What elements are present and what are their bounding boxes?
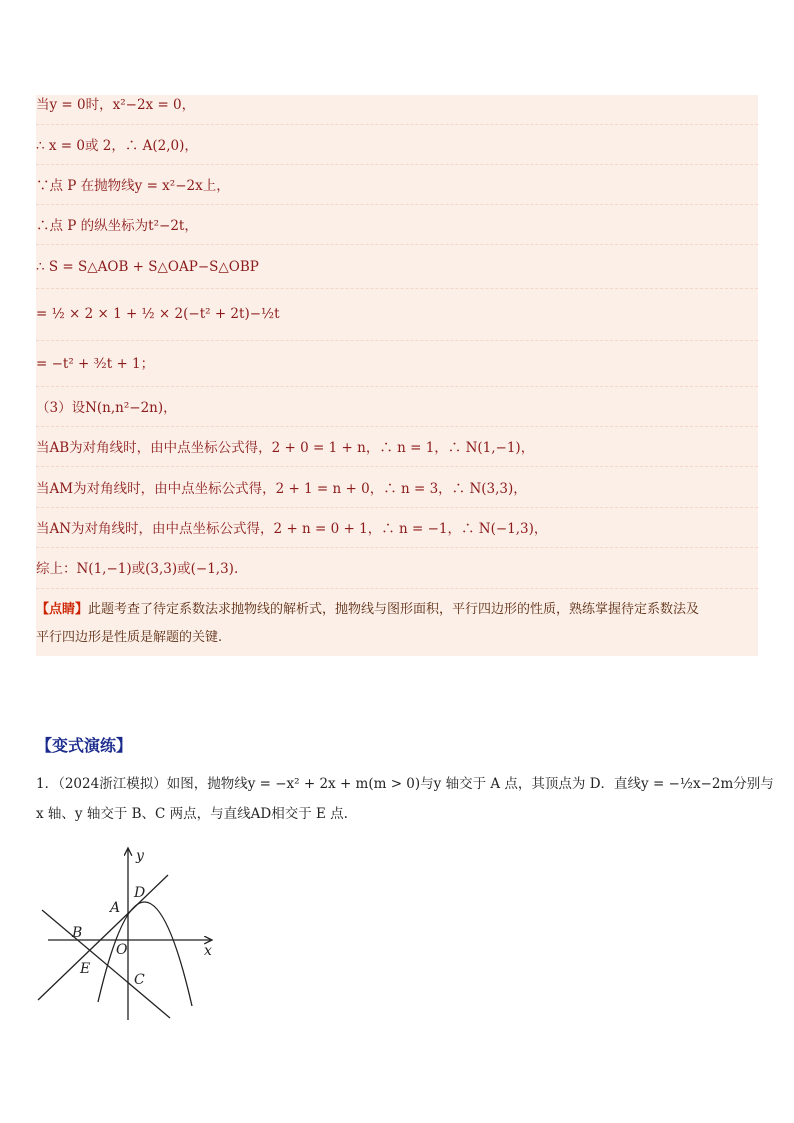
divider — [36, 507, 758, 508]
solution-line-2: ∴ x = 0或 2，∴ A(2,0)， — [36, 138, 198, 154]
parabola-figure — [30, 840, 230, 1025]
comment-tag: 【点睛】 — [36, 602, 89, 617]
divider — [36, 588, 758, 589]
solution-line-4: ∴点 P 的纵坐标为t²−2t， — [36, 218, 198, 234]
label-B: B — [72, 925, 83, 941]
section-title: 【变式演练】 — [36, 736, 133, 755]
label-D: D — [134, 885, 146, 901]
comment-text: 此题考查了待定系数法求抛物线的解析式，抛物线与图形面积，平行四边形的性质，熟练掌握待定系数法及 — [88, 602, 700, 617]
label-E: E — [80, 961, 91, 977]
solution-line-7: = −t² + ³⁄₂t + 1； — [36, 356, 155, 372]
solution-line-12: 综上：N(1,−1)或(3,3)或(−1,3). — [36, 561, 239, 577]
solution-line-11: 当AN为对角线时，由中点坐标公式得，2 + n = 0 + 1，∴ n = −1，∴ N(−1,3)， — [36, 521, 548, 537]
solution-line-10: 当AM为对角线时，由中点坐标公式得，2 + 1 = n + 0，∴ n = 3，∴ N(3,3)， — [36, 481, 527, 497]
label-O: O — [116, 942, 128, 958]
solution-line-1: 当y = 0时，x²−2x = 0， — [36, 97, 196, 113]
divider — [36, 124, 758, 125]
problem-line-2: x 轴、y 轴交于 B、C 两点，与直线AD相交于 E 点. — [36, 806, 348, 822]
problem-line-1: 1．（2024浙江模拟）如图，抛物线y = −x² + 2x + m(m > 0)与y 轴交于 A 点，其顶点为 D．直线y = −½x−2m分别与 — [36, 776, 774, 792]
comment-line-1 — [36, 598, 699, 622]
comment-line-2: 平行四边形是性质是解题的关键. — [36, 630, 223, 645]
solution-line-6: = ½ × 2 × 1 + ½ × 2(−t² + 2t)−½t — [36, 306, 280, 322]
divider — [36, 547, 758, 548]
solution-line-9: 当AB为对角线时，由中点坐标公式得，2 + 0 = 1 + n，∴ n = 1，∴ N(1,−1)， — [36, 440, 535, 456]
divider — [36, 340, 758, 341]
label-C: C — [134, 972, 145, 988]
solution-line-3: ∵点 P 在抛物线y = x²−2x上， — [36, 178, 230, 194]
divider — [36, 204, 758, 205]
line-BC — [42, 910, 170, 1018]
divider — [36, 466, 758, 467]
divider — [36, 426, 758, 427]
label-A: A — [110, 900, 121, 916]
divider — [36, 386, 758, 387]
divider — [36, 244, 758, 245]
parabola-curve — [98, 902, 192, 1006]
solution-line-8: （3）设N(n,n²−2n)， — [36, 400, 177, 416]
solution-line-5: ∴ S = S△AOB + S△OAP−S△OBP — [36, 259, 259, 275]
divider — [36, 288, 758, 289]
label-x: x — [204, 943, 212, 959]
divider — [36, 164, 758, 165]
label-y: y — [136, 848, 144, 864]
